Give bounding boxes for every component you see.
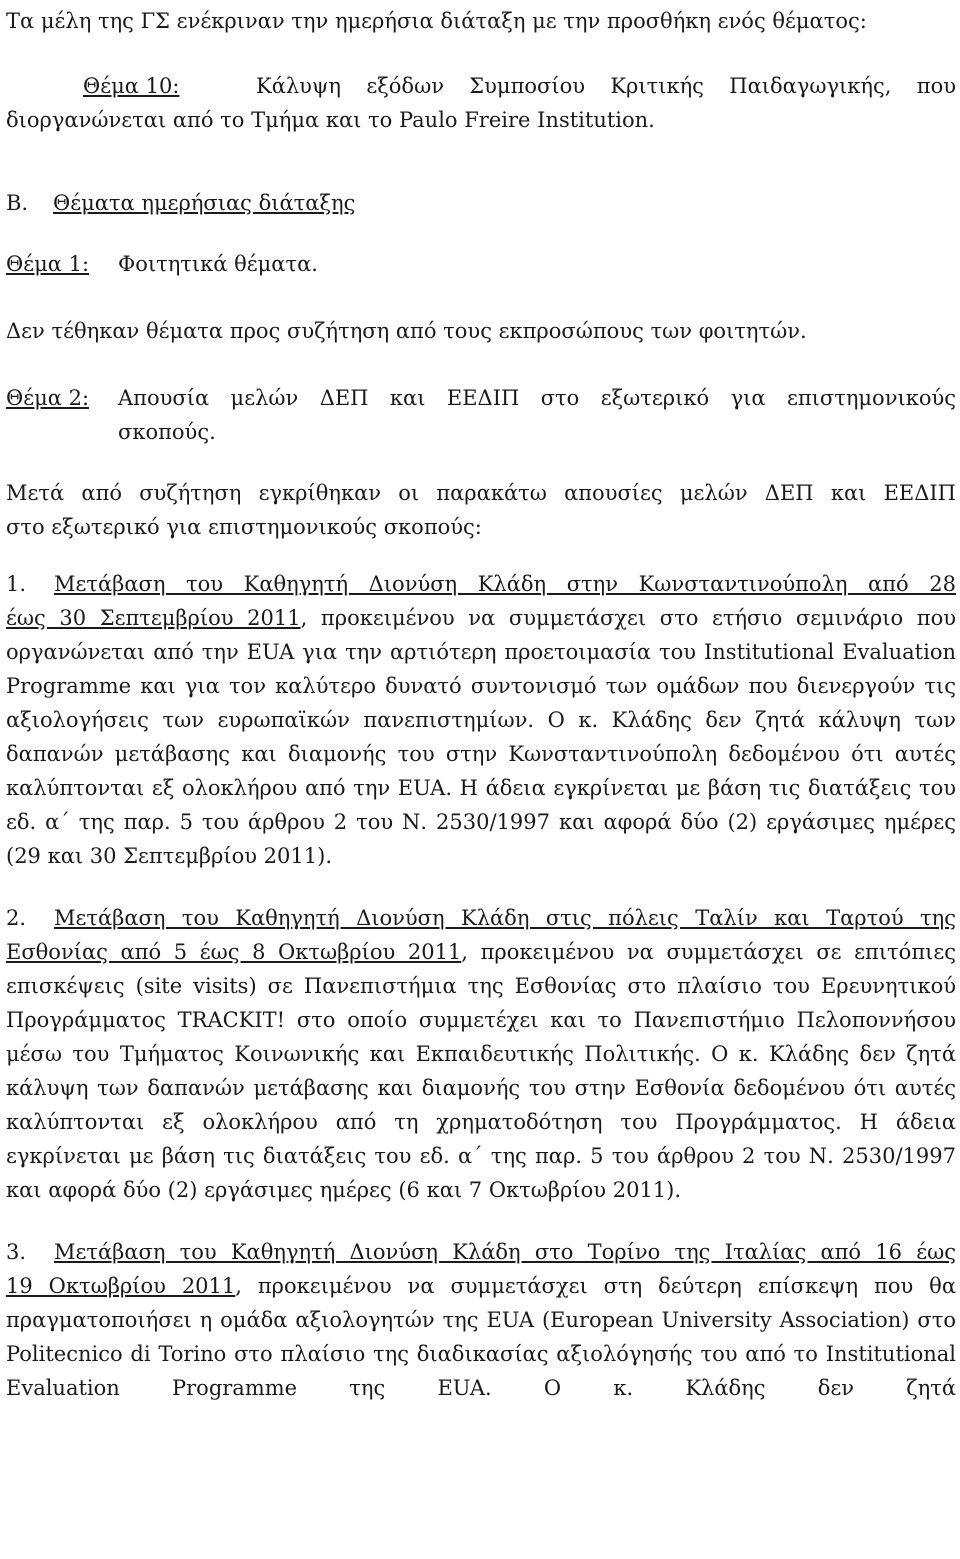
topic-2-label: Θέμα 2: <box>6 386 90 410</box>
topic-1-note: Δεν τέθηκαν θέματα προς συζήτηση από τους εκπροσώπους των φοιτητών. <box>6 319 807 343</box>
topic-2-title-line2: σκοπούς. <box>118 420 216 444</box>
topic-10 <box>6 69 956 137</box>
item-heading-line2: Εσθονίας από 5 έως 8 Οκτωβρίου 2011 <box>6 940 462 964</box>
item-heading-line1: Μετάβαση του Καθηγητή Διονύση Κλάδη στις πόλεις Ταλίν και Ταρτού της <box>54 906 956 930</box>
topic-10-label: Θέμα 10: <box>83 74 180 98</box>
topic-2-note-line2: στο εξωτερικό για επιστημονικούς σκοπούς: <box>6 515 482 539</box>
item-heading-line2: 19 Οκτωβρίου 2011 <box>6 1274 236 1298</box>
topic-1 <box>6 247 956 281</box>
topic-10-text-line1: Κάλυψη εξόδων Συμποσίου Κριτικής Παιδαγωγικής, που <box>256 74 956 98</box>
item-number: 2. <box>6 906 27 930</box>
topic-2-note-line1: Μετά από συζήτηση εγκρίθηκαν οι παρακάτω απουσίες μελών ΔΕΠ και ΕΕΔΙΠ <box>6 481 956 505</box>
item-body: , προκειμένου να συμμετάσχει σε επιτόπιες επισκέψεις (site visits) σε Πανεπιστήμια της Εσθονίας στο πλαίσιο του Ερευνητικού Προγράμματος TRACKIT! στο οποίο συμμετέχει και το Πανεπιστήμιο Πελοποννήσου μέσω του Τμήματος Κοινωνικής και Εκπαιδευτικής Πολιτικής. Ο κ. Κλάδης δεν ζητά κάλυψη των δαπανών μετάβασης και διαμονής του στην Εσθονία δεδομένου ότι αυτές καλύπτονται εξ ολοκλήρου από τη χρηματοδότηση του Προγράμματος. Η άδεια εγκρίνεται με βάση τις διατάξεις του εδ. α΄ της παρ. 5 του άρθρου 2 του Ν. 2530/1997 και αφορά δύο (2) εργάσιμες ημέρες (6 και 7 Οκτωβρίου 2011). <box>6 940 956 1202</box>
absence-item-2 <box>6 901 956 1207</box>
topic-2 <box>6 381 956 449</box>
intro-text: Τα μέλη της ΓΣ ενέκριναν την ημερήσια διάταξη με την προσθήκη ενός θέματος: <box>6 9 867 33</box>
topic-10-text-line2: διοργανώνεται από το Τμήμα και το Paulo Freire Institution. <box>6 108 655 132</box>
document-page <box>6 0 956 1405</box>
topic-2-note <box>6 476 956 544</box>
topic-2-title-line1: Απουσία μελών ΔΕΠ και ΕΕΔΙΠ στο εξωτερικό για επιστημονικούς <box>118 386 956 410</box>
item-heading-line1: Μετάβαση του Καθηγητή Διονύση Κλάδη στην Κωνσταντινούπολη από 28 <box>54 572 956 596</box>
item-heading-line2: έως 30 Σεπτεμβρίου 2011 <box>6 606 301 630</box>
section-b-letter: Β. <box>6 191 29 215</box>
section-b-heading <box>6 186 956 220</box>
section-b-title: Θέματα ημερήσιας διάταξης <box>53 191 356 215</box>
item-heading-line1: Μετάβαση του Καθηγητή Διονύση Κλάδη στο Τορίνο της Ιταλίας από 16 έως <box>54 1240 956 1264</box>
item-body: , προκειμένου να συμμετάσχει στη δεύτερη επίσκεψη που θα πραγματοποιήσει η ομάδα αξιολογητών της EUA (European University Association) στο Politecnico di Torino στο πλαίσιο της διαδικασίας αξιολόγησής του από το Institutional Evaluation Programme της EUA. Ο κ. Κλάδης δεν ζητά <box>6 1274 956 1400</box>
absence-item-3 <box>6 1235 956 1405</box>
item-body: , προκειμένου να συμμετάσχει στο ετήσιο σεμινάριο που οργανώνεται από την EUA για την αρτιότερη προετοιμασία του Institutional Evaluation Programme και για τον καλύτερο δυνατό συντονισμό των ομάδων που διενεργούν τις αξιολογήσεις των ευρωπαϊκών πανεπιστημίων. Ο κ. Κλάδης δεν ζητά κάλυψη των δαπανών μετάβασης και διαμονής του στην Κωνσταντινούπολη δεδομένου ότι αυτές καλύπτονται εξ ολοκλήρου από την EUA. Η άδεια εγκρίνεται με βάση τις διατάξεις του εδ. α΄ της παρ. 5 του άρθρου 2 του Ν. 2530/1997 και αφορά δύο (2) εργάσιμες ημέρες (29 και 30 Σεπτεμβρίου 2011). <box>6 606 956 868</box>
item-number: 1. <box>6 572 27 596</box>
absence-item-1 <box>6 567 956 873</box>
topic-1-title: Φοιτητικά θέματα. <box>118 252 318 276</box>
topic-1-label: Θέμα 1: <box>6 252 90 276</box>
item-number: 3. <box>6 1240 27 1264</box>
